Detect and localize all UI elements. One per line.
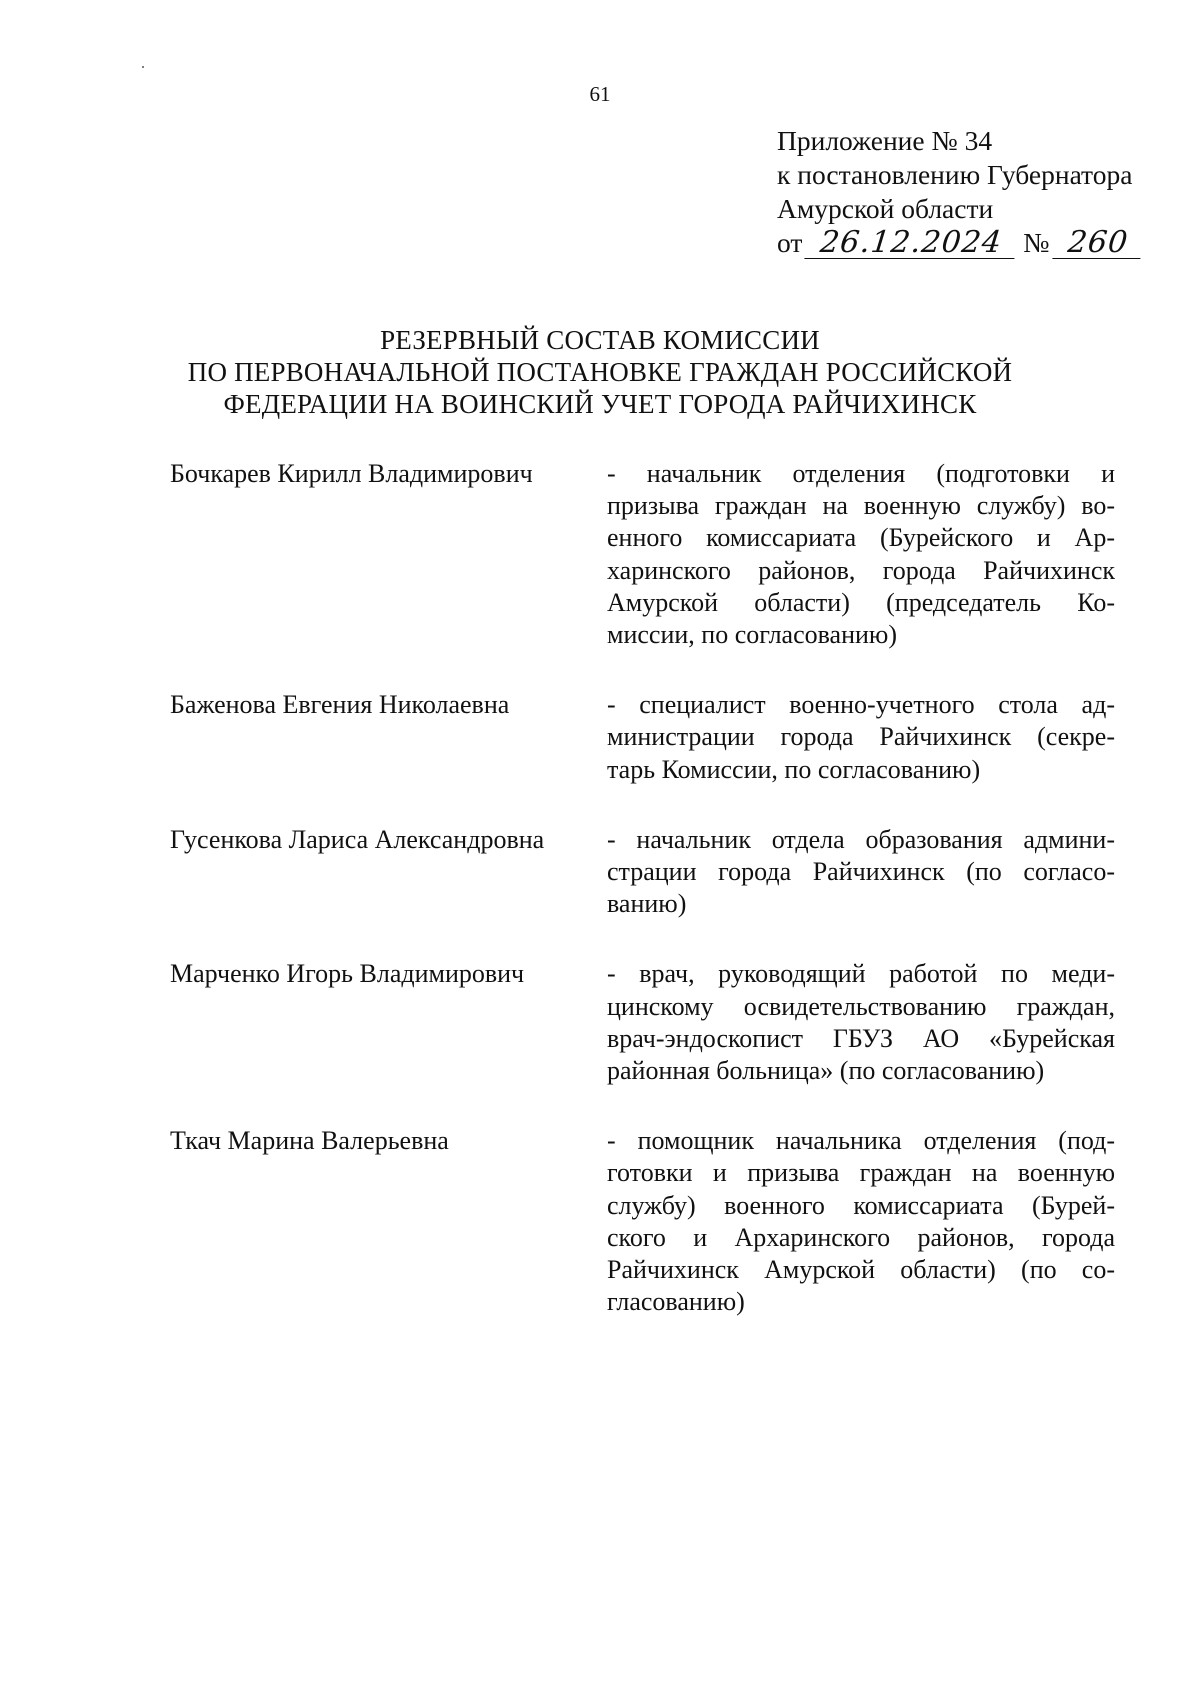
member-role — [607, 689, 1115, 786]
date-prefix: от — [777, 227, 803, 258]
scan-speck — [142, 66, 144, 68]
member-role — [607, 824, 1115, 921]
title-line-1: РЕЗЕРВНЫЙ СОСТАВ КОМИССИИ — [380, 325, 820, 355]
member-role-line: Райчихинск Амурской области) (по со- — [607, 1255, 1115, 1285]
member-role-line: ского и Архаринского районов, города — [607, 1222, 1115, 1252]
member-role — [607, 958, 1115, 1087]
appendix-line-2: к постановлению Губернатора — [777, 159, 1133, 190]
member-role-line: - специалист военно-учетного стола ад- — [607, 690, 1115, 720]
member-role-line: - начальник отделения (подготовки и — [607, 459, 1115, 488]
member-role-line: миссии, по согласованию) — [607, 620, 898, 650]
member-role-line: страции города Райчихинск (по согласо- — [607, 857, 1115, 887]
member-role-line: Амурской области) (председатель Ко- — [607, 587, 1115, 617]
number-prefix: № — [1023, 227, 1050, 258]
member-role-line: - врач, руководящий работой по меди- — [607, 959, 1115, 989]
member-role-line: ванию) — [607, 889, 687, 919]
member-role-line: службу) военного комиссариата (Бурей- — [607, 1190, 1115, 1220]
member-role — [607, 458, 1115, 651]
member-role-line: врач-эндоскопист ГБУЗ АО «Бурейская — [607, 1023, 1115, 1053]
member-name: Ткач Марина Валерьевна — [170, 1126, 449, 1156]
member-row — [170, 689, 1120, 786]
member-name: Марченко Игорь Владимирович — [170, 959, 525, 989]
member-name: Баженова Евгения Николаевна — [170, 690, 510, 720]
member-role-line: гласованию) — [607, 1287, 745, 1317]
member-row — [170, 824, 1120, 921]
member-name: Гусенкова Лариса Александровна — [170, 824, 545, 854]
appendix-line-3: Амурской области — [777, 193, 994, 224]
member-role-line: министрации города Райчихинск (секре- — [607, 722, 1115, 752]
member-role-line: тарь Комиссии, по согласованию) — [607, 754, 981, 784]
member-role-line: готовки и призыва граждан на военную — [607, 1158, 1115, 1188]
page-number: 61 — [589, 82, 611, 106]
member-role-line: районная больница» (по согласованию) — [607, 1056, 1045, 1086]
member-role-line: - начальник отдела образования админи- — [607, 824, 1115, 854]
handwritten-date: 26.12.2024 — [805, 228, 1018, 259]
member-role — [607, 1125, 1115, 1318]
title-line-3: ФЕДЕРАЦИИ НА ВОИНСКИЙ УЧЕТ ГОРОДА РАЙЧИХИНСК — [223, 389, 977, 419]
members-list — [170, 458, 1120, 1318]
member-role-line: харинского районов, города Райчихинск — [607, 555, 1115, 585]
member-name: Бочкарев Кирилл Владимирович — [170, 459, 533, 488]
member-role-line: енного комиссариата (Бурейского и Ар- — [607, 523, 1115, 553]
member-role-line: призыва граждан на военную службу) во- — [607, 491, 1115, 521]
appendix-line-1: Приложение № 34 — [777, 125, 993, 156]
member-role-line: - помощник начальника отделения (под- — [607, 1126, 1115, 1156]
member-row — [170, 958, 1120, 1087]
handwritten-number: 260 — [1052, 228, 1143, 259]
appendix-block — [777, 124, 1142, 260]
member-row — [170, 458, 1120, 651]
document-title — [0, 324, 1200, 420]
member-row — [170, 1125, 1120, 1318]
member-role-line: цинскому освидетельствованию граждан, — [607, 991, 1115, 1021]
title-line-2: ПО ПЕРВОНАЧАЛЬНОЙ ПОСТАНОВКЕ ГРАЖДАН РОССИЙСКОЙ — [187, 357, 1013, 387]
appendix-date-line — [777, 226, 1142, 260]
